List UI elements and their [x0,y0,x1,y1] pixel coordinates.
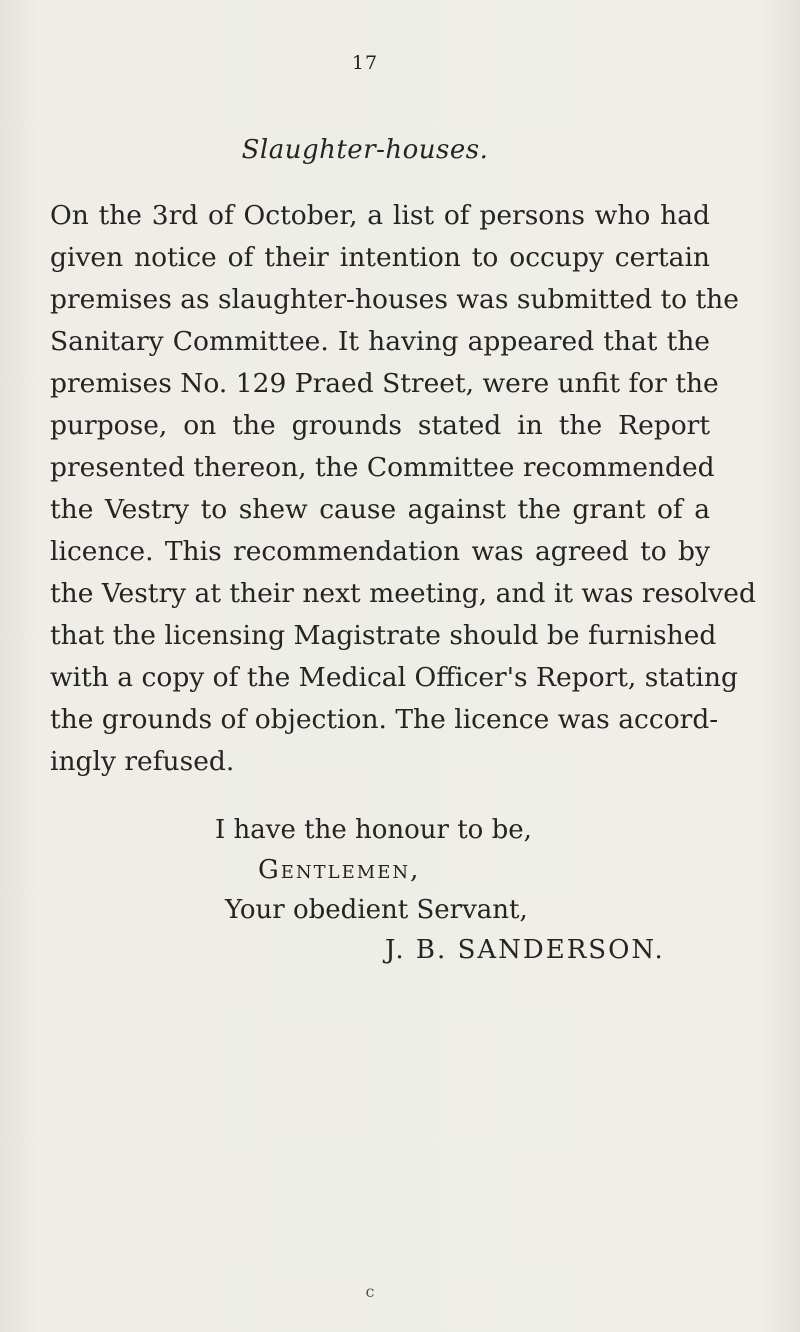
paragraph-line: purpose, on the grounds stated in the Report [50,410,710,441]
paragraph-line: given notice of their intention to occupy certain [50,242,710,273]
paragraph-line: the grounds of objection. The licence was accord- [50,704,719,735]
signature-name: J. B. SANDERSON. [385,935,665,965]
paragraph-line: with a copy of the Medical Officer's Report, stating [50,662,738,693]
paragraph-line: ingly refused. [50,746,235,777]
section-heading: Slaughter-houses. [241,135,489,165]
signature-mark: c [365,1282,375,1301]
salutation: Gentlemen, [258,855,421,885]
paragraph-line: the Vestry to shew cause against the grant of a [50,494,710,525]
paragraph-line: that the licensing Magistrate should be furnished [50,620,717,651]
paragraph-line: licence. This recommendation was agreed to by [50,536,710,567]
paragraph-line: On the 3rd of October, a list of persons who had [50,200,710,231]
paragraph-line: premises as slaughter-houses was submitted to the [50,284,739,315]
paragraph-line: premises No. 129 Praed Street, were unfit for the [50,368,719,399]
paragraph-line: the Vestry at their next meeting, and it was resolved [50,578,756,609]
closing-line: Your obedient Servant, [225,895,528,925]
page-number: 17 [351,52,379,74]
paragraph-line: presented thereon, the Committee recommended [50,452,715,483]
closing-line: I have the honour to be, [215,815,532,845]
paragraph-line: Sanitary Committee. It having appeared that the [50,326,710,357]
